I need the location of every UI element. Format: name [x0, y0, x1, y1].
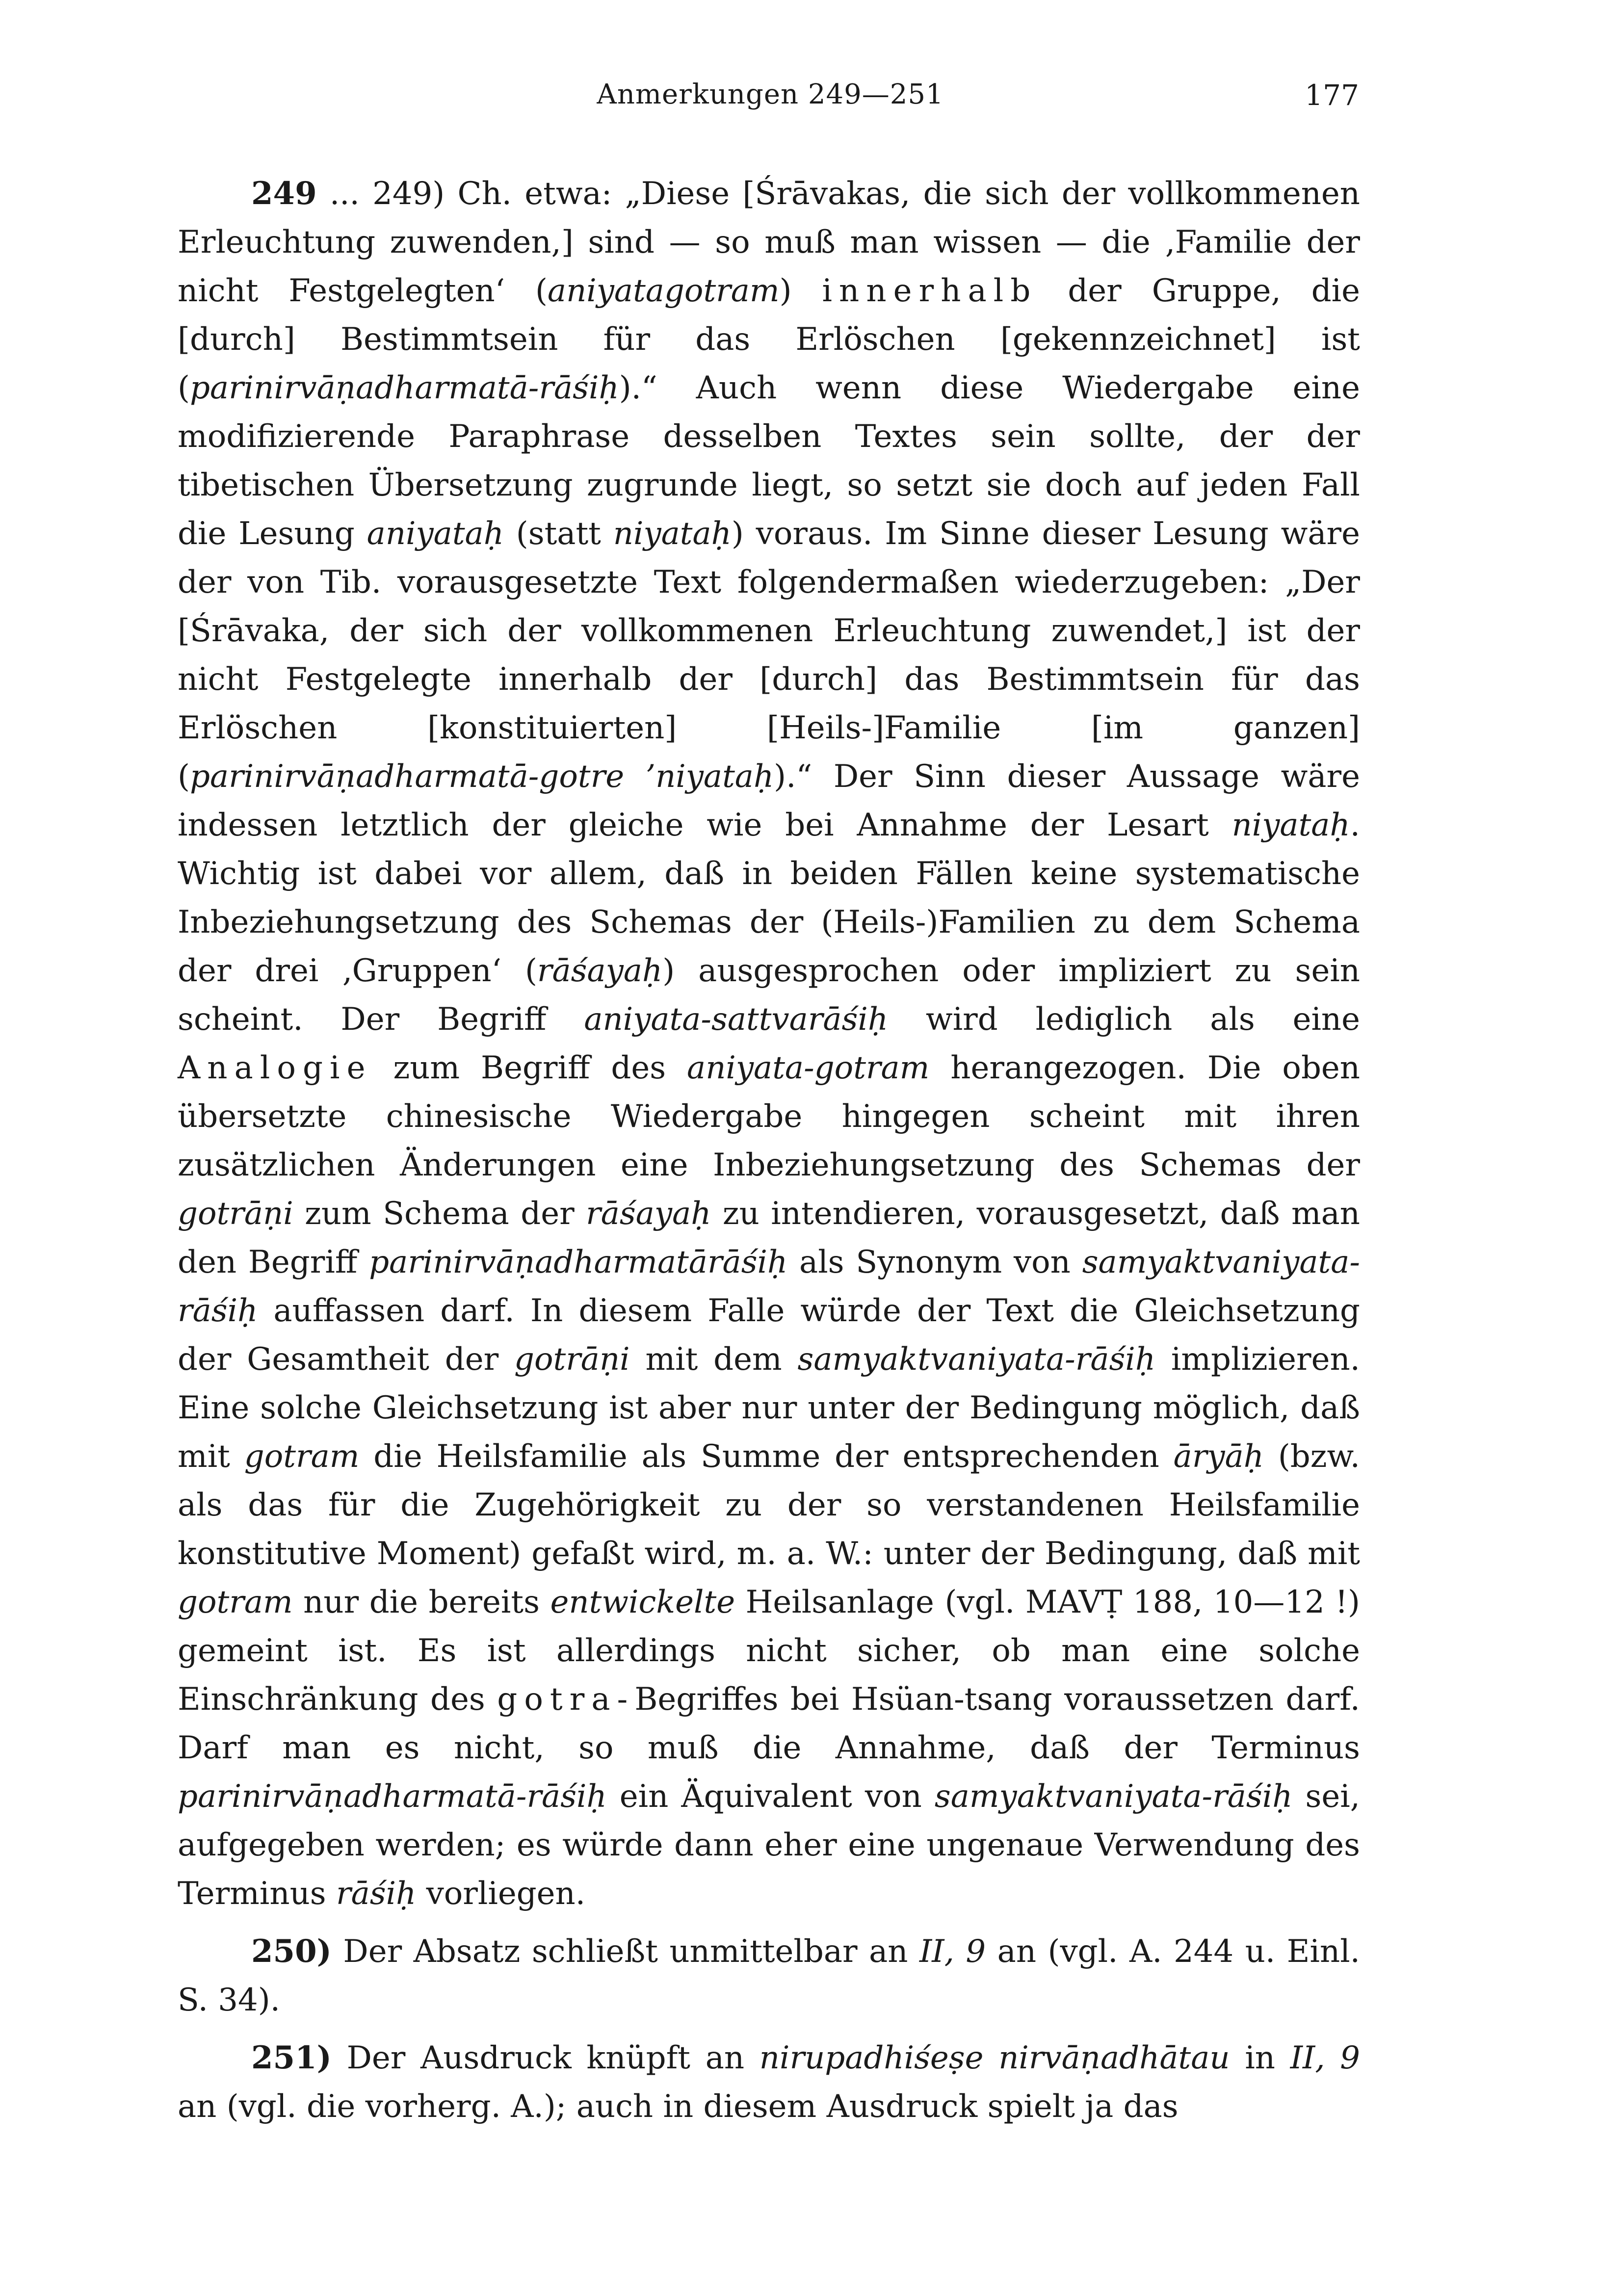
- note-number: 249: [251, 175, 317, 212]
- text-run: an (vgl. die vorherg. A.); auch in diesem Ausdruck spielt ja das: [178, 2088, 1179, 2125]
- text-run: auffassen darf. In diesem Falle würde der Text die Gleichsetzung der Gesamtheit der: [178, 1293, 1360, 1378]
- italic-term: niyataḥ: [1231, 807, 1350, 843]
- italic-term: rāśayaḥ: [586, 1196, 711, 1232]
- text-run: Der Absatz schließt unmittelbar an: [331, 1933, 920, 1970]
- note-249: [178, 169, 1360, 1918]
- text-run: ) ausgesprochen oder impliziert zu sein scheint. Der Begriff: [178, 953, 1360, 1038]
- text-run: herangezogen. Die oben übersetzte chinesische Wiedergabe hingegen scheint mit ihren zusätzlichen Änderungen eine Inbeziehungsetzung des Schemas der: [178, 1050, 1361, 1183]
- text-run: vorliegen.: [416, 1876, 586, 1912]
- text-run: ).“ Der Sinn dieser Aussage wäre indessen letztlich der gleiche wie bei Annahme der Lesart: [178, 758, 1360, 843]
- page-header: [182, 78, 1359, 123]
- text-run: (bzw. als das für die Zugehörigkeit zu der so verstandenen Heilsfamilie konstitutive Moment) gefaßt wird, m. a. W.: unter der Bedingung, daß mit: [178, 1438, 1360, 1572]
- spaced-emphasis: innerhalb: [822, 273, 1038, 309]
- spaced-emphasis: Analogie: [178, 1050, 372, 1086]
- note-number: 250): [251, 1933, 332, 1970]
- italic-term: aniyata-gotram: [687, 1050, 930, 1086]
- text-run: zum Schema der: [293, 1196, 586, 1232]
- italic-term: samyaktvaniyata-rāśiḥ: [797, 1341, 1156, 1378]
- italic-term: gotrāṇi: [178, 1196, 293, 1232]
- italic-term: rāśayaḥ: [537, 953, 663, 989]
- text-run: der Gruppe, die [durch] Bestimmtsein für das Erlöschen [gekennzeichnet] ist (: [178, 273, 1361, 406]
- text-run: . Wichtig ist dabei vor allem, daß in beiden Fällen keine systematische Inbeziehungsetzung des Schemas der (Heils-)Familien zu dem Schema der drei ‚Gruppen‘ (: [178, 807, 1360, 989]
- italic-term: niyataḥ: [613, 516, 732, 552]
- italic-term: nirupadhiśeṣe nirvāṇadhātau: [759, 2040, 1230, 2076]
- page-number: 177: [1305, 78, 1359, 112]
- text-run: nur die bereits: [292, 1584, 550, 1620]
- note-number: 251): [251, 2039, 332, 2076]
- text-run: (statt: [503, 516, 613, 552]
- text-run: ).“ Auch wenn diese Wiedergabe eine modifizierende Paraphrase desselben Textes sein sollte, der der tibetischen Übersetzung zugrunde liegt, so setzt sie doch auf jeden Fall die Lesung: [178, 370, 1360, 552]
- text-run: ): [779, 273, 822, 309]
- italic-term: aniyataḥ: [367, 516, 504, 552]
- italic-term: parinirvāṇadharmatā-rāśiḥ: [189, 370, 619, 406]
- italic-term: parinirvāṇadharmatā-gotre ’niyataḥ: [189, 758, 774, 795]
- page-body: [178, 169, 1360, 2131]
- italic-term: gotrāṇi: [514, 1341, 630, 1378]
- text-run: die Heilsfamilie als Summe der entsprechenden: [359, 1438, 1174, 1475]
- text-run: wird lediglich als eine: [888, 1001, 1360, 1038]
- italic-term: gotram: [244, 1438, 360, 1475]
- italic-term: parinirvāṇadharmatā-rāśiḥ: [178, 1778, 607, 1815]
- text-run: Der Ausdruck knüpft an: [331, 2040, 760, 2076]
- text-run: ... 249) Ch. etwa: „Diese [Śrāvakas, die sich der vollkommenen Erleuchtung zuwenden,] sind — so muß man wissen — die ‚Familie der nicht Festgelegten‘ (: [178, 176, 1360, 309]
- text-run: an (vgl. A. 244 u. Einl. S. 34).: [178, 1933, 1361, 2018]
- italic-term: II, 9: [1290, 2040, 1361, 2076]
- text-run: sei, aufgegeben werden; es würde dann eher eine ungenaue Verwendung des Terminus: [178, 1778, 1361, 1912]
- note-251: [178, 2034, 1360, 2131]
- text-run: Heilsanlage (vgl. MAVṬ 188, 10—12 !) gemeint ist. Es ist allerdings nicht sicher, ob man eine solche Einschränkung des: [178, 1584, 1361, 1718]
- italic-term: āryāḥ: [1173, 1438, 1264, 1475]
- italic-term: entwickelte: [550, 1584, 735, 1620]
- italic-term: gotram: [178, 1584, 293, 1620]
- note-250: [178, 1927, 1360, 2025]
- text-run: implizieren. Eine solche Gleichsetzung ist aber nur unter der Bedingung möglich, daß mit: [178, 1341, 1361, 1475]
- italic-term: rāśiḥ: [336, 1876, 417, 1912]
- running-title: Anmerkungen 249—251: [597, 78, 944, 110]
- text-run: ) voraus. Im Sinne dieser Lesung wäre der von Tib. vorausgesetzte Text folgendermaßen wiederzugeben: „Der [Śrāvaka, der sich der vollkommenen Erleuchtung zuwendet,] ist der nicht Festgelegte innerhalb der [durch] das Bestimmtsein für das Erlöschen [konstituierten] [Heils-]Familie [im ganzen] (: [178, 516, 1361, 795]
- spaced-emphasis: gotra-: [497, 1681, 635, 1718]
- italic-term: samyaktvaniyata-rāśiḥ: [178, 1244, 1361, 1329]
- text-run: zu intendieren, vorausgesetzt, daß man den Begriff: [178, 1196, 1361, 1280]
- text-run: ein Äquivalent von: [606, 1778, 935, 1815]
- italic-term: II, 9: [919, 1933, 986, 1970]
- text-run: in: [1230, 2040, 1290, 2076]
- italic-term: aniyata-sattvarāśiḥ: [584, 1001, 889, 1038]
- text-run: Begriffes bei Hsüan-tsang voraussetzen darf. Darf man es nicht, so muß die Annahme, daß der Terminus: [178, 1681, 1360, 1766]
- text-run: mit dem: [629, 1341, 798, 1378]
- italic-term: samyaktvaniyata-rāśiḥ: [934, 1778, 1293, 1815]
- text-run: zum Begriff des: [372, 1050, 687, 1086]
- italic-term: parinirvāṇadharmatārāśiḥ: [369, 1244, 788, 1280]
- italic-term: aniyatagotram: [547, 273, 780, 309]
- text-run: als Synonym von: [787, 1244, 1082, 1280]
